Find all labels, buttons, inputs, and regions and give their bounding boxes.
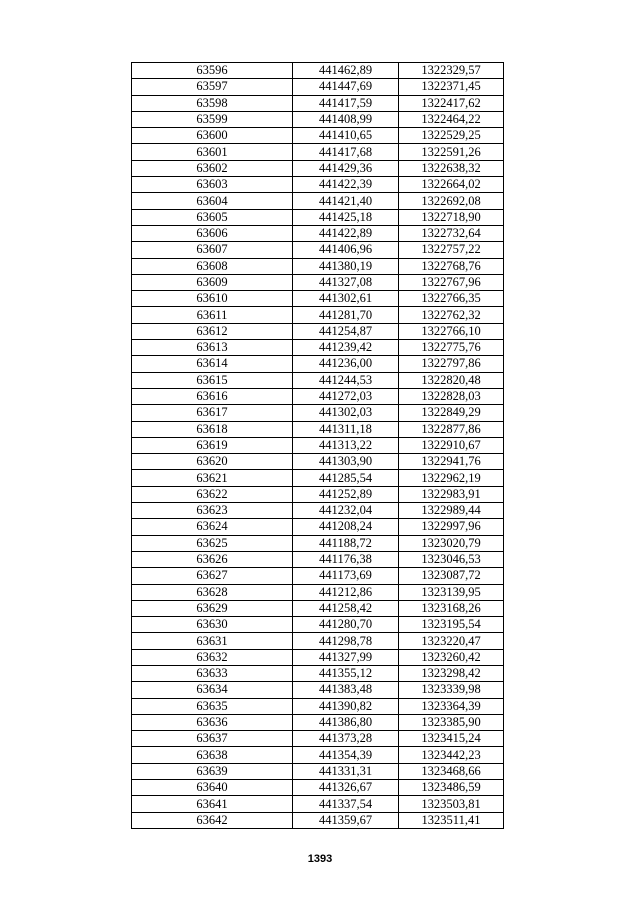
x-coordinate-cell: 441383,48 <box>293 682 399 698</box>
x-coordinate-cell: 441355,12 <box>293 665 399 681</box>
x-coordinate-cell: 441408,99 <box>293 111 399 127</box>
table-row <box>132 128 504 144</box>
y-coordinate-cell: 1322767,96 <box>399 274 504 290</box>
point-number-cell: 63635 <box>132 698 293 714</box>
y-coordinate-cell: 1323260,42 <box>399 649 504 665</box>
y-coordinate-cell: 1323468,66 <box>399 763 504 779</box>
x-coordinate-cell: 441386,80 <box>293 714 399 730</box>
x-coordinate-cell: 441302,61 <box>293 291 399 307</box>
x-coordinate-cell: 441244,53 <box>293 372 399 388</box>
coordinates-table <box>131 62 504 829</box>
x-coordinate-cell: 441417,68 <box>293 144 399 160</box>
table-row <box>132 470 504 486</box>
point-number-cell: 63632 <box>132 649 293 665</box>
y-coordinate-cell: 1322983,91 <box>399 486 504 502</box>
y-coordinate-cell: 1323442,23 <box>399 747 504 763</box>
x-coordinate-cell: 441410,65 <box>293 128 399 144</box>
point-number-cell: 63629 <box>132 600 293 616</box>
point-number-cell: 63626 <box>132 551 293 567</box>
table-row <box>132 551 504 567</box>
y-coordinate-cell: 1322962,19 <box>399 470 504 486</box>
point-number-cell: 63621 <box>132 470 293 486</box>
x-coordinate-cell: 441326,67 <box>293 780 399 796</box>
y-coordinate-cell: 1322464,22 <box>399 111 504 127</box>
x-coordinate-cell: 441272,03 <box>293 388 399 404</box>
x-coordinate-cell: 441390,82 <box>293 698 399 714</box>
x-coordinate-cell: 441212,86 <box>293 584 399 600</box>
x-coordinate-cell: 441302,03 <box>293 405 399 421</box>
x-coordinate-cell: 441176,38 <box>293 551 399 567</box>
table-row <box>132 731 504 747</box>
table-row <box>132 437 504 453</box>
point-number-cell: 63642 <box>132 812 293 828</box>
table-row <box>132 714 504 730</box>
y-coordinate-cell: 1322797,86 <box>399 356 504 372</box>
table-row <box>132 600 504 616</box>
table-row <box>132 486 504 502</box>
y-coordinate-cell: 1323364,39 <box>399 698 504 714</box>
page-number: 1393 <box>307 853 333 865</box>
table-row <box>132 519 504 535</box>
x-coordinate-cell: 441254,87 <box>293 323 399 339</box>
y-coordinate-cell: 1323511,41 <box>399 812 504 828</box>
point-number-cell: 63633 <box>132 665 293 681</box>
x-coordinate-cell: 441252,89 <box>293 486 399 502</box>
x-coordinate-cell: 441421,40 <box>293 193 399 209</box>
table-row <box>132 111 504 127</box>
x-coordinate-cell: 441298,78 <box>293 633 399 649</box>
table-row <box>132 763 504 779</box>
x-coordinate-cell: 441331,31 <box>293 763 399 779</box>
y-coordinate-cell: 1322664,02 <box>399 177 504 193</box>
y-coordinate-cell: 1323220,47 <box>399 633 504 649</box>
x-coordinate-cell: 441462,89 <box>293 63 399 79</box>
y-coordinate-cell: 1322371,45 <box>399 79 504 95</box>
y-coordinate-cell: 1322877,86 <box>399 421 504 437</box>
table-row <box>132 747 504 763</box>
table-row <box>132 242 504 258</box>
x-coordinate-cell: 441311,18 <box>293 421 399 437</box>
table-row <box>132 421 504 437</box>
y-coordinate-cell: 1323087,72 <box>399 568 504 584</box>
point-number-cell: 63609 <box>132 274 293 290</box>
table-row <box>132 812 504 828</box>
y-coordinate-cell: 1322768,76 <box>399 258 504 274</box>
point-number-cell: 63623 <box>132 503 293 519</box>
table-row <box>132 307 504 323</box>
x-coordinate-cell: 441188,72 <box>293 535 399 551</box>
table-row <box>132 568 504 584</box>
point-number-cell: 63607 <box>132 242 293 258</box>
x-coordinate-cell: 441429,36 <box>293 160 399 176</box>
table-row <box>132 617 504 633</box>
x-coordinate-cell: 441173,69 <box>293 568 399 584</box>
point-number-cell: 63597 <box>132 79 293 95</box>
table-row <box>132 796 504 812</box>
x-coordinate-cell: 441327,08 <box>293 274 399 290</box>
point-number-cell: 63611 <box>132 307 293 323</box>
point-number-cell: 63618 <box>132 421 293 437</box>
x-coordinate-cell: 441208,24 <box>293 519 399 535</box>
point-number-cell: 63614 <box>132 356 293 372</box>
table-row <box>132 372 504 388</box>
x-coordinate-cell: 441327,99 <box>293 649 399 665</box>
x-coordinate-cell: 441447,69 <box>293 79 399 95</box>
y-coordinate-cell: 1323046,53 <box>399 551 504 567</box>
x-coordinate-cell: 441417,59 <box>293 95 399 111</box>
y-coordinate-cell: 1323415,24 <box>399 731 504 747</box>
coordinates-table-body <box>132 63 504 829</box>
table-row <box>132 160 504 176</box>
y-coordinate-cell: 1322989,44 <box>399 503 504 519</box>
point-number-cell: 63610 <box>132 291 293 307</box>
point-number-cell: 63624 <box>132 519 293 535</box>
x-coordinate-cell: 441303,90 <box>293 454 399 470</box>
x-coordinate-cell: 441354,39 <box>293 747 399 763</box>
y-coordinate-cell: 1322775,76 <box>399 340 504 356</box>
point-number-cell: 63612 <box>132 323 293 339</box>
table-row <box>132 388 504 404</box>
table-row <box>132 503 504 519</box>
y-coordinate-cell: 1322638,32 <box>399 160 504 176</box>
y-coordinate-cell: 1323503,81 <box>399 796 504 812</box>
y-coordinate-cell: 1323168,26 <box>399 600 504 616</box>
table-row <box>132 79 504 95</box>
x-coordinate-cell: 441337,54 <box>293 796 399 812</box>
point-number-cell: 63619 <box>132 437 293 453</box>
x-coordinate-cell: 441280,70 <box>293 617 399 633</box>
table-row <box>132 144 504 160</box>
point-number-cell: 63605 <box>132 209 293 225</box>
y-coordinate-cell: 1322766,35 <box>399 291 504 307</box>
point-number-cell: 63615 <box>132 372 293 388</box>
x-coordinate-cell: 441285,54 <box>293 470 399 486</box>
point-number-cell: 63639 <box>132 763 293 779</box>
point-number-cell: 63602 <box>132 160 293 176</box>
table-row <box>132 225 504 241</box>
y-coordinate-cell: 1322417,62 <box>399 95 504 111</box>
point-number-cell: 63608 <box>132 258 293 274</box>
point-number-cell: 63606 <box>132 225 293 241</box>
point-number-cell: 63630 <box>132 617 293 633</box>
y-coordinate-cell: 1322732,64 <box>399 225 504 241</box>
y-coordinate-cell: 1323298,42 <box>399 665 504 681</box>
y-coordinate-cell: 1322766,10 <box>399 323 504 339</box>
y-coordinate-cell: 1322997,96 <box>399 519 504 535</box>
y-coordinate-cell: 1323139,95 <box>399 584 504 600</box>
y-coordinate-cell: 1322329,57 <box>399 63 504 79</box>
point-number-cell: 63625 <box>132 535 293 551</box>
table-row <box>132 291 504 307</box>
x-coordinate-cell: 441239,42 <box>293 340 399 356</box>
x-coordinate-cell: 441258,42 <box>293 600 399 616</box>
y-coordinate-cell: 1322910,67 <box>399 437 504 453</box>
table-row <box>132 454 504 470</box>
x-coordinate-cell: 441422,39 <box>293 177 399 193</box>
table-row <box>132 682 504 698</box>
table-row <box>132 177 504 193</box>
point-number-cell: 63627 <box>132 568 293 584</box>
table-row <box>132 274 504 290</box>
y-coordinate-cell: 1322849,29 <box>399 405 504 421</box>
table-row <box>132 356 504 372</box>
x-coordinate-cell: 441281,70 <box>293 307 399 323</box>
point-number-cell: 63638 <box>132 747 293 763</box>
y-coordinate-cell: 1323339,98 <box>399 682 504 698</box>
y-coordinate-cell: 1322941,76 <box>399 454 504 470</box>
x-coordinate-cell: 441422,89 <box>293 225 399 241</box>
table-row <box>132 340 504 356</box>
x-coordinate-cell: 441359,67 <box>293 812 399 828</box>
y-coordinate-cell: 1322820,48 <box>399 372 504 388</box>
point-number-cell: 63617 <box>132 405 293 421</box>
x-coordinate-cell: 441380,19 <box>293 258 399 274</box>
y-coordinate-cell: 1322591,26 <box>399 144 504 160</box>
point-number-cell: 63616 <box>132 388 293 404</box>
table-row <box>132 193 504 209</box>
table-row <box>132 405 504 421</box>
point-number-cell: 63613 <box>132 340 293 356</box>
point-number-cell: 63603 <box>132 177 293 193</box>
x-coordinate-cell: 441236,00 <box>293 356 399 372</box>
point-number-cell: 63604 <box>132 193 293 209</box>
y-coordinate-cell: 1322692,08 <box>399 193 504 209</box>
table-row <box>132 63 504 79</box>
point-number-cell: 63636 <box>132 714 293 730</box>
x-coordinate-cell: 441232,04 <box>293 503 399 519</box>
point-number-cell: 63631 <box>132 633 293 649</box>
table-row <box>132 649 504 665</box>
point-number-cell: 63634 <box>132 682 293 698</box>
point-number-cell: 63637 <box>132 731 293 747</box>
table-row <box>132 665 504 681</box>
y-coordinate-cell: 1322762,32 <box>399 307 504 323</box>
point-number-cell: 63622 <box>132 486 293 502</box>
table-row <box>132 95 504 111</box>
y-coordinate-cell: 1323385,90 <box>399 714 504 730</box>
point-number-cell: 63600 <box>132 128 293 144</box>
table-row <box>132 535 504 551</box>
x-coordinate-cell: 441373,28 <box>293 731 399 747</box>
y-coordinate-cell: 1322718,90 <box>399 209 504 225</box>
x-coordinate-cell: 441425,18 <box>293 209 399 225</box>
point-number-cell: 63620 <box>132 454 293 470</box>
table-row <box>132 698 504 714</box>
point-number-cell: 63640 <box>132 780 293 796</box>
x-coordinate-cell: 441313,22 <box>293 437 399 453</box>
y-coordinate-cell: 1323486,59 <box>399 780 504 796</box>
point-number-cell: 63601 <box>132 144 293 160</box>
table-row <box>132 323 504 339</box>
table-row <box>132 633 504 649</box>
point-number-cell: 63641 <box>132 796 293 812</box>
point-number-cell: 63596 <box>132 63 293 79</box>
table-row <box>132 209 504 225</box>
y-coordinate-cell: 1323020,79 <box>399 535 504 551</box>
point-number-cell: 63598 <box>132 95 293 111</box>
table-row <box>132 584 504 600</box>
y-coordinate-cell: 1322757,22 <box>399 242 504 258</box>
point-number-cell: 63628 <box>132 584 293 600</box>
y-coordinate-cell: 1322828,03 <box>399 388 504 404</box>
y-coordinate-cell: 1323195,54 <box>399 617 504 633</box>
table-row <box>132 780 504 796</box>
table-row <box>132 258 504 274</box>
point-number-cell: 63599 <box>132 111 293 127</box>
y-coordinate-cell: 1322529,25 <box>399 128 504 144</box>
x-coordinate-cell: 441406,96 <box>293 242 399 258</box>
